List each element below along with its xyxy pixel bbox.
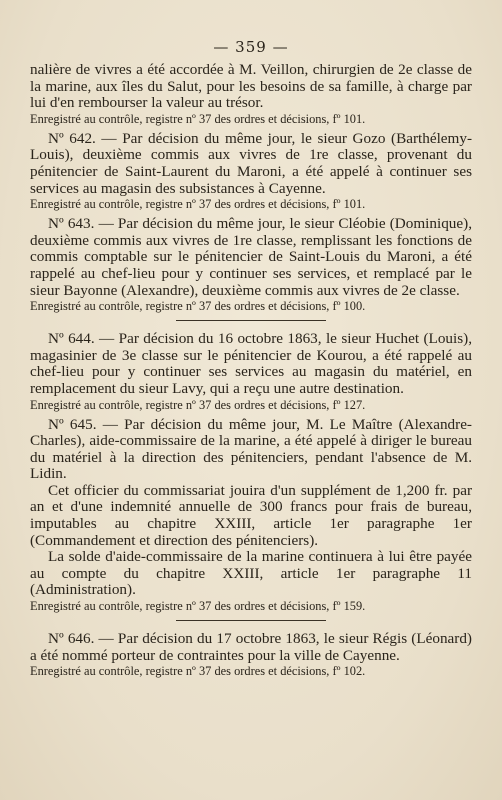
register-note: Enregistré au contrôle, registre nº 37 des ordres et décisions, fº 102. bbox=[30, 664, 366, 679]
section-divider bbox=[176, 320, 326, 321]
register-note: Enregistré au contrôle, registre nº 37 des ordres et décisions, fº 100. bbox=[30, 299, 366, 314]
decision-642: Nº 642. — Par décision du même jour, le sieur Gozo (Barthélemy-Louis), deuxième commis aux vivres de 1re classe, provenant du pénitencier de Saint-Laurent du Maroni, a été appelé à continuer ses services au magasin des subsistances à Cayenne. bbox=[30, 129, 472, 197]
entry-continuation: nalière de vivres a été accordée à M. Veillon, chirurgien de 2e classe de la marine, aux îles du Salut, pour les besoins de sa famille, à charge par lui d'en rembourser la valeur au trésor. bbox=[30, 61, 472, 112]
decision-645-solde: La solde d'aide-commissaire de la marine continuera à lui être payée au compte du chapitre XXIII, article 1er paragraphe 11 (Administration). bbox=[30, 548, 472, 599]
register-note: Enregistré au contrôle, registre nº 37 des ordres et décisions, fº 101. bbox=[30, 111, 366, 126]
decision-645-supplement: Cet officier du commissariat jouira d'un supplément de 1,200 fr. par an et d'une indemnité annuelle de 300 francs pour frais de bureau, imputables au chapitre XXIII, article 1er paragraphe 1er (Commandement et direction des pénitenciers). bbox=[30, 481, 472, 549]
register-note: Enregistré au contrôle, registre nº 37 des ordres et décisions, fº 127. bbox=[30, 397, 366, 412]
page-content bbox=[30, 62, 472, 683]
page-number: — 359 — bbox=[213, 38, 289, 56]
section-divider bbox=[176, 620, 326, 621]
register-note: Enregistré au contrôle, registre nº 37 des ordres et décisions, fº 101. bbox=[30, 197, 366, 212]
decision-645: Nº 645. — Par décision du même jour, M. Le Maître (Alexandre-Charles), aide-commissaire de la marine, a été appelé à diriger le bureau du matériel à la direction des pénitenciers, pendant l'absence de M. Lidin. bbox=[30, 415, 472, 483]
decision-643: Nº 643. — Par décision du même jour, le sieur Cléobie (Dominique), deuxième commis aux vivres de 1re classe, remplissant les fonctions de commis comptable sur le pénitencier de Saint-Louis du Maroni, a été rappelé au chef-lieu pour y continuer ses services, et remplacé par le sieur Bayonne (Alexandre), deuxième commis aux vivres de 2e classe. bbox=[30, 215, 472, 299]
decision-646: Nº 646. — Par décision du 17 octobre 1863, le sieur Régis (Léonard) a été nommé porteur de contraintes pour la ville de Cayenne. bbox=[30, 630, 472, 664]
register-note: Enregistré au contrôle, registre nº 37 des ordres et décisions, fº 159. bbox=[30, 599, 366, 614]
decision-644: Nº 644. — Par décision du 16 octobre 1863, le sieur Huchet (Louis), magasinier de 3e classe sur le pénitencier de Kourou, a été rappelé au chef-lieu pour y continuer ses services au magasin du matériel, en remplacement du sieur Lavy, qui a reçu une autre destination. bbox=[30, 330, 472, 397]
